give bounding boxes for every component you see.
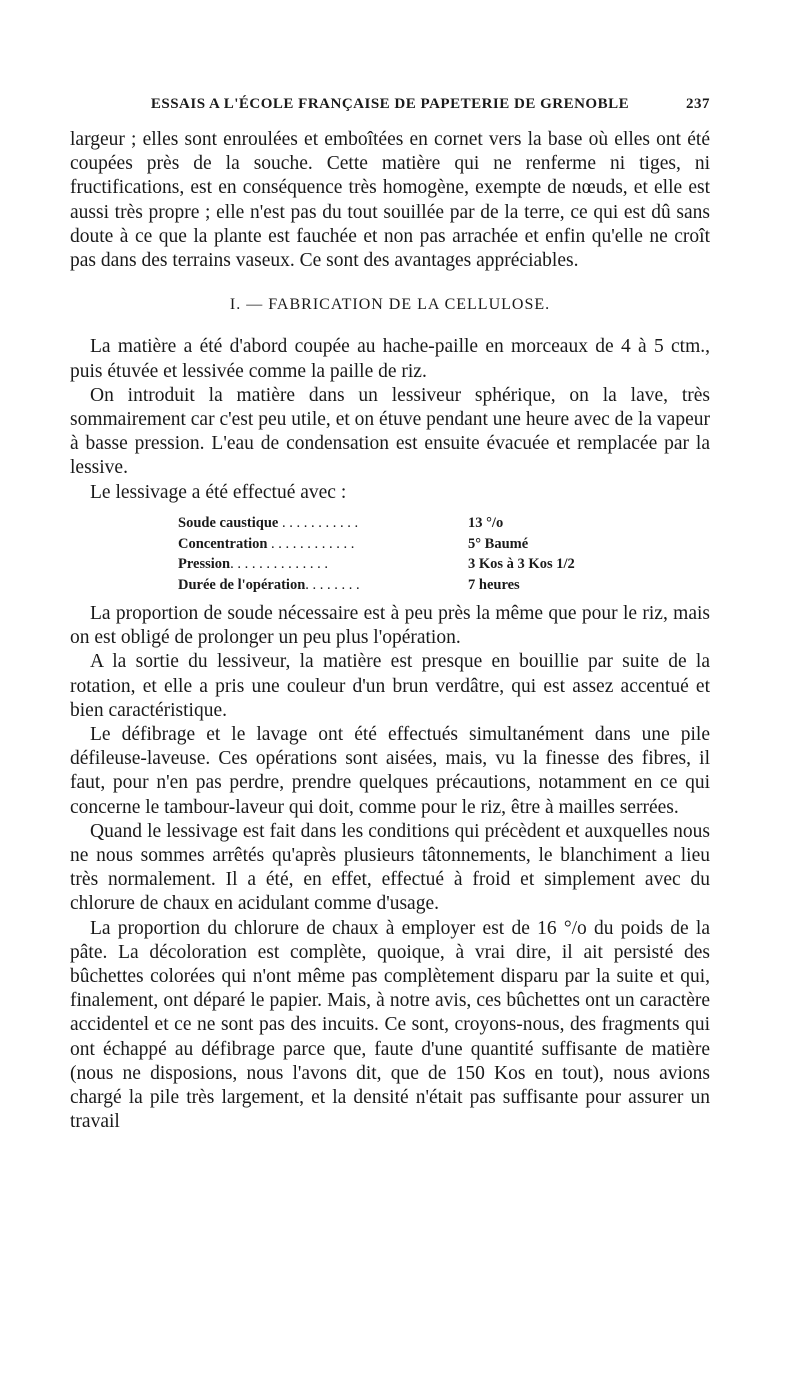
table-leader-dots: . . . . . . . . . . .: [278, 514, 359, 531]
table-value: 7 heures: [468, 577, 520, 594]
table-leader-dots: . . . . . . . .: [305, 577, 360, 594]
table-row: [178, 554, 710, 575]
body-text: [70, 128, 710, 1135]
table-value: 5° Baumé: [468, 535, 529, 552]
table-row: [178, 534, 710, 555]
table-row: [178, 513, 710, 534]
paragraph: La proportion de soude nécessaire est à peu près la même que pour le riz, mais on est obligé de prolonger un peu plus l'opération.: [70, 603, 710, 649]
page-number: 237: [686, 96, 710, 112]
section-title: I. — FABRICATION DE LA CELLULOSE.: [229, 296, 551, 314]
paragraph: On introduit la matière dans un lessiveur sphérique, on la lave, très sommairement car c'est peu utile, et on étuve pendant une heure avec de la vapeur à basse pression. L'eau de condensation est ensuite évacuée et remplacée par la lessive.: [70, 384, 710, 479]
lessivage-table: [178, 513, 710, 596]
table-leader-dots: . . . . . . . . . . . . . .: [230, 556, 328, 573]
table-label: Durée de l'opération: [178, 577, 306, 594]
running-title: ESSAIS A L'ÉCOLE FRANÇAISE DE PAPETERIE DE GRENOBLE: [150, 96, 630, 112]
paragraph: La matière a été d'abord coupée au hache-paille en morceaux de 4 à 5 ctm., puis étuvée et lessivée comme la paille de riz.: [70, 336, 710, 382]
paragraph: La proportion du chlorure de chaux à employer est de 16 °/o du poids de la pâte. La décoloration est complète, quoique, à vrai dire, il ait persisté des bûchettes colorées qui n'ont même pas complètement disparu par la suite et qui, finalement, ont déparé le papier. Mais, à notre avis, ces bûchettes ont un caractère accidentel et ce ne sont pas des incuits. Ce sont, croyons-nous, des fragments qui ont échappé au défibrage parce que, faute d'une quantité suffisante de matière (nous ne disposions, nous l'avons dit, que de 150 Kos en tout), nous avions chargé la pile très largement, et la densité n'était pas suffisante pour assurer un travail: [70, 917, 710, 1133]
paragraph: Quand le lessivage est fait dans les conditions qui précèdent et auxquelles nous ne nous sommes arrêtés qu'après plusieurs tâtonnements, le blanchiment a lieu très normalement. Il a été, en effet, effectué à froid et simplement avec du chlorure de chaux en acidulant comme d'usage.: [70, 820, 710, 915]
paragraph: Le défibrage et le lavage ont été effectués simultanément dans une pile défileuse-laveuse. Ces opérations sont aisées, mais, vu la finesse des fibres, il faut, pour n'en pas perdre, prendre quelques précautions, notamment en ce qui concerne le tambour-laveur qui doit, comme pour le riz, être à mailles serrées.: [70, 724, 710, 818]
paragraph: A la sortie du lessiveur, la matière est presque en bouillie par suite de la rotation, et elle a pris une couleur d'un brun verdâtre, qui est assez accentué et bien caractéristique.: [70, 651, 710, 721]
table-row: [178, 575, 710, 596]
table-label: Pression: [178, 556, 231, 573]
table-label: Soude caustique: [178, 514, 279, 531]
running-header: [70, 96, 710, 113]
table-leader-dots: . . . . . . . . . . . .: [267, 535, 355, 552]
table-label: Concentration: [178, 535, 268, 552]
paragraph: largeur ; elles sont enroulées et emboîtées en cornet vers la base où elles ont été coupées près de la souche. Cette matière qui ne renferme ni tiges, ni fructifications, est en conséquence très homogène, exempte de nœuds, et elle est aussi très propre ; elle n'est pas du tout souillée par de la terre, ce qui est dû sans doute à ce que la plante est fauchée et non pas arrachée et enfin qu'elle ne croît pas dans des terrains vaseux. Ce sont des avantages appréciables.: [70, 129, 710, 272]
table-value: 3 Kos à 3 Kos 1/2: [468, 556, 575, 573]
paragraph: Le lessivage a été effectué avec :: [90, 481, 347, 503]
table-value: 13 °/o: [468, 514, 504, 531]
